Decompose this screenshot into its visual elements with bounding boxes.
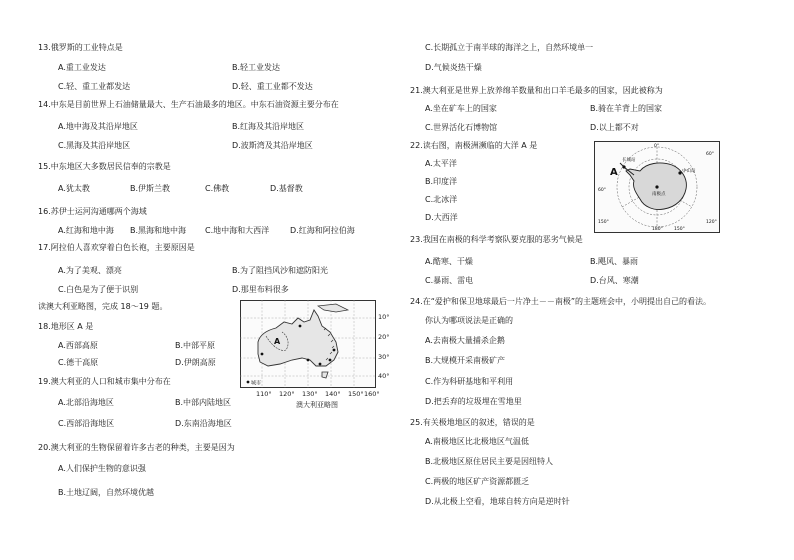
q16-stem: 16.苏伊士运河沟通哪两个海域 <box>38 207 147 216</box>
q23-stem: 23.我国在南极的科学考察队要克服的恶劣气候是 <box>410 235 583 244</box>
antarctica-place-zhongshan: 中山站 <box>682 169 696 174</box>
au-lon-label: 120° <box>279 390 295 398</box>
antarctica-lon-label: 60° <box>706 152 714 157</box>
q21-option-a: A.坐在矿车上的国家 <box>425 104 497 113</box>
q21-option-c: C.世界活化石博物馆 <box>425 123 498 132</box>
q16-option-d: D.红海和阿拉伯海 <box>290 226 355 235</box>
q18-option-a: A.西部高原 <box>58 341 98 350</box>
q15-option-c: C.佛教 <box>205 184 230 193</box>
q16-option-c: C.地中海和大西洋 <box>205 226 270 235</box>
antarctica-map <box>594 141 720 233</box>
q19-option-b: B.中部内陆地区 <box>175 398 232 407</box>
q20-stem: 20.澳大利亚的生物保留着许多古老的种类，主要是因为 <box>38 443 235 452</box>
q16-option-a: A.红海和地中海 <box>58 226 114 235</box>
q13-option-b: B.轻工业发达 <box>232 63 281 72</box>
au-lon-label: 150° <box>348 390 364 398</box>
australia-map-svg <box>240 300 376 388</box>
q19-stem: 19.澳大利亚的人口和城市集中分布在 <box>38 377 171 386</box>
q15-option-d: D.基督教 <box>270 184 303 193</box>
au-lon-label: 130° <box>302 390 318 398</box>
au-lat-label: 40° <box>378 372 390 380</box>
au-lon-label: 110° <box>256 390 272 398</box>
q17-option-b: B.为了阻挡风沙和遮防阳光 <box>232 266 329 275</box>
antarctica-lon-label: 0° <box>654 144 660 149</box>
q22-option-d: D.大西洋 <box>425 213 458 222</box>
antarctica-lon-label: 150° <box>598 220 609 225</box>
antarctica-lon-label: 120° <box>706 220 717 225</box>
q20-option-b: B.土地辽阔，自然环境优越 <box>58 488 155 497</box>
au-lat-label: 30° <box>378 353 390 361</box>
q20-option-d: D.气候炎热干燥 <box>425 63 482 72</box>
q18-option-b: B.中部平原 <box>175 341 216 350</box>
q17-option-d: D.那里布料很多 <box>232 285 289 294</box>
q14-option-a: A.地中海及其沿岸地区 <box>58 122 138 131</box>
q25-option-d: D.从北极上空看，地球自转方向是逆时针 <box>425 497 570 506</box>
au-lat-label: 10° <box>378 313 390 321</box>
antarctica-lon-label: 150° <box>674 227 685 232</box>
q19-option-d: D.东南沿海地区 <box>175 419 232 428</box>
q19-option-a: A.北部沿海地区 <box>58 398 114 407</box>
q21-stem: 21.澳大利亚是世界上放养绵羊数量和出口羊毛最多的国家，因此被称为 <box>410 86 663 95</box>
q22-option-c: C.北冰洋 <box>425 195 458 204</box>
q24-option-d: D.把丢弃的垃圾埋在雪地里 <box>425 397 522 406</box>
q23-option-a: A.酷寒、干燥 <box>425 257 473 266</box>
q25-option-c: C.两极的地区矿产资源都匮乏 <box>425 477 530 486</box>
q21-option-b: B.骑在羊背上的国家 <box>590 104 663 113</box>
q13-option-c: C.轻、重工业都发达 <box>58 82 131 91</box>
q18-19-intro: 读澳大利亚略图，完成 18～19 题。 <box>38 302 168 311</box>
antarctica-lat-label: 60° <box>598 188 606 193</box>
q25-option-b: B.北极地区原住居民主要是因纽特人 <box>425 457 554 466</box>
q18-option-d: D.伊朗高原 <box>175 358 216 367</box>
q18-option-c: C.德干高原 <box>58 358 99 367</box>
antarctica-place-pole: 南极点 <box>652 192 666 197</box>
q20-option-a: A.人们保护生物的意识强 <box>58 464 146 473</box>
q24-stem: 24.在“爱护和保卫地球最后一片净土－－南极”的主题班会中，小明提出自己的看法。 <box>410 297 712 306</box>
q25-stem: 25.有关极地地区的叙述，错误的是 <box>410 418 535 427</box>
australia-legend-city: 城市 <box>251 380 262 387</box>
q19-option-c: C.西部沿海地区 <box>58 419 115 428</box>
q24-sub: 你认为哪项说法是正确的 <box>425 316 513 325</box>
australia-label-a: A <box>274 337 281 346</box>
q14-option-c: C.黑海及其沿岸地区 <box>58 141 131 150</box>
q25-option-a: A.南极地区比北极地区气温低 <box>425 437 529 446</box>
q22-option-b: B.印度洋 <box>425 177 458 186</box>
antarctica-lon-label: 180° <box>652 227 663 232</box>
q23-option-c: C.暴雨、雷电 <box>425 276 474 285</box>
q22-stem: 22.读右图，南极洲濒临的大洋 A 是 <box>410 141 538 150</box>
q24-option-b: B.大规模开采南极矿产 <box>425 356 506 365</box>
q15-option-b: B.伊斯兰教 <box>130 184 171 193</box>
q15-option-a: A.犹太教 <box>58 184 90 193</box>
q16-option-b: B.黑海和地中海 <box>130 226 187 235</box>
q24-option-a: A.去南极大量捕杀企鹅 <box>425 336 505 345</box>
q17-stem: 17.阿拉伯人喜欢穿着白色长袍，主要原因是 <box>38 243 195 252</box>
au-lon-label: 160° <box>364 390 380 398</box>
antarctica-place-changcheng: 长城站 <box>622 158 636 163</box>
q14-option-d: D.波斯湾及其沿岸地区 <box>232 141 313 150</box>
australia-map <box>240 300 376 388</box>
q17-option-c: C.白色是为了便于识别 <box>58 285 139 294</box>
q23-option-d: D.台风、寒潮 <box>590 276 639 285</box>
q13-option-d: D.轻、重工业都不发达 <box>232 82 313 91</box>
q21-option-d: D.以上都不对 <box>590 123 639 132</box>
au-lon-label: 140° <box>325 390 341 398</box>
q14-option-b: B.红海及其沿岸地区 <box>232 122 305 131</box>
q14-stem: 14.中东是目前世界上石油储量最大、生产石油最多的地区。中东石油资源主要分布在 <box>38 100 339 109</box>
q13-stem: 13.俄罗斯的工业特点是 <box>38 43 123 52</box>
au-lat-label: 20° <box>378 333 390 341</box>
q17-option-a: A.为了美观、漂亮 <box>58 266 122 275</box>
q15-stem: 15.中东地区大多数居民信奉的宗教是 <box>38 162 171 171</box>
q18-stem: 18.地形区 A 是 <box>38 322 94 331</box>
q13-option-a: A.重工业发达 <box>58 63 106 72</box>
q23-option-b: B.飓风、暴雨 <box>590 257 639 266</box>
q20-option-c: C.长期孤立于南半球的海洋之上，自然环境单一 <box>425 43 594 52</box>
q22-option-a: A.太平洋 <box>425 159 457 168</box>
antarctica-label-a: A <box>610 167 618 178</box>
antarctica-map-svg <box>594 141 720 233</box>
australia-map-caption: 澳大利亚略图 <box>296 401 338 409</box>
q24-option-c: C.作为科研基地和平利用 <box>425 377 514 386</box>
